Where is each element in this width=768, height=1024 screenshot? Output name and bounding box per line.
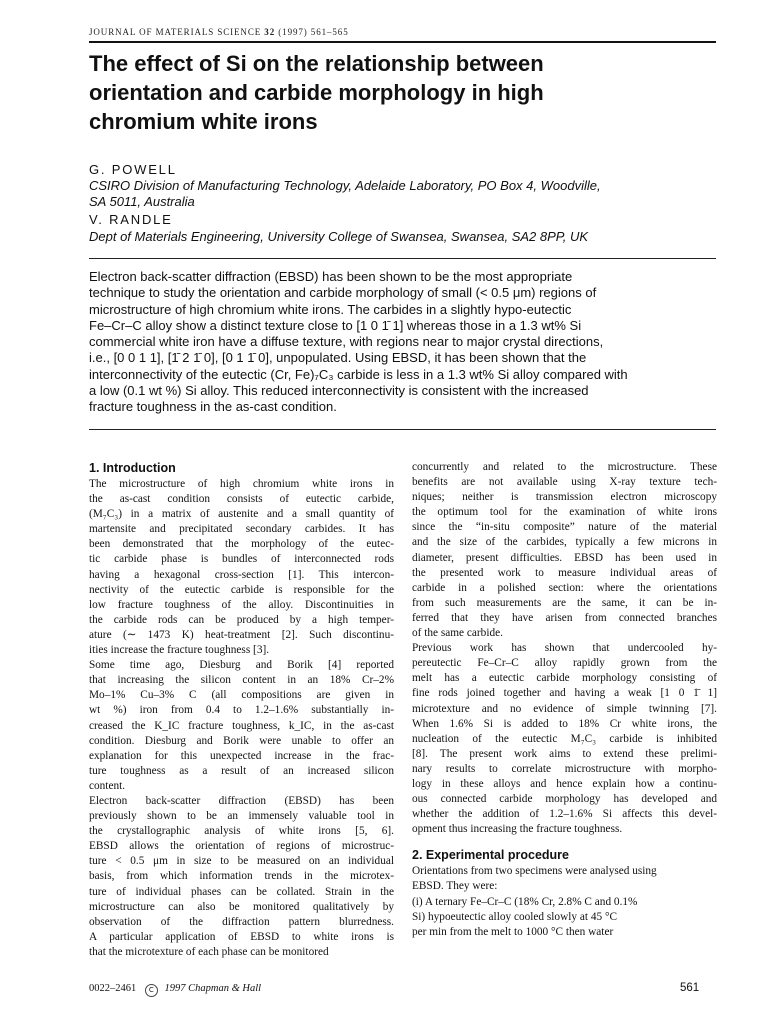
text-line: ities increase the fracture toughness [3].	[89, 644, 270, 657]
text-line: tic carbide phase is bundles of interconnected rods	[89, 553, 394, 566]
text-line: observation of the diffraction pattern blurredness.	[89, 915, 394, 928]
journal-year-pages: (1997) 561–565	[278, 27, 349, 37]
text-line: creased the K_IC fracture toughness, k_IC, in the as-cast	[89, 719, 394, 732]
section-heading-experimental: 2. Experimental procedure	[412, 848, 570, 863]
text-line: ture toughness as a result of an increased silicon	[89, 764, 394, 777]
abstract-line: interconnectivity of the eutectic (Cr, Fe)₇C₃ carbide is less in a 1.3 wt% Si alloy compared with	[89, 366, 628, 382]
text-line: logy in these alloys and hence explain how a continu-	[412, 777, 717, 790]
text-line: ture of individual phases can be collated. Strain in the	[89, 885, 394, 898]
text-line: fine rods joined together and having a weak [1 0 1̄ 1]	[412, 687, 717, 700]
text-line: benefits are not available using X-ray texture tech-	[412, 476, 717, 489]
text-line: niques; neither is transmission electron microscopy	[412, 491, 717, 504]
left-column	[89, 460, 394, 960]
text-line: nary results to correlate microstructure with morpho-	[412, 762, 717, 775]
abstract-line: fracture toughness in the as-cast condition.	[89, 399, 337, 415]
author-affiliation	[89, 178, 601, 210]
text-line: carbide in a polished section: where the orientations	[412, 581, 717, 594]
text-line: and the size of the carbides, typically a few microns in	[412, 536, 717, 549]
text-line: ferred that they have arisen from connected branches	[412, 611, 717, 624]
text-line: microtexture and no evidence of simple twinning [7].	[412, 702, 717, 715]
author-affiliation	[89, 229, 588, 245]
text-line: since the “in-situ composite” nature of the material	[412, 521, 717, 534]
text-line: Previous work has shown that undercooled hy-	[412, 642, 717, 655]
text-line: EBSD allows the orientation of regions of microstruc-	[89, 840, 394, 853]
text-line: Orientations from two specimens were analysed using	[412, 865, 657, 878]
abstract	[89, 269, 719, 416]
text-line: The microstructure of high chromium white irons in	[89, 478, 394, 490]
text-line: condition. Diesburg and Borik were unable to offer an	[89, 734, 394, 747]
abstract-line: Fe–Cr–C alloy show a distinct texture close to [1 0 1̄ 1] whereas those in a 1.3 wt% Si	[89, 317, 582, 333]
text-line: basis, from which information trends in the microtex-	[89, 870, 394, 883]
text-line: the crystallographic analysis of white irons [5, 6].	[89, 825, 394, 838]
text-line: been demonstrated that the morphology of the eutec-	[89, 538, 394, 551]
title-line: orientation and carbide morphology in high	[89, 80, 544, 105]
text-line: nectivity of the eutectic carbide is responsible for the	[89, 583, 394, 596]
left-column-text	[89, 477, 394, 960]
right-column	[412, 460, 717, 940]
abstract-line: microstructure of high chromium white irons. The carbides in a slightly hypo-eutectic	[89, 301, 572, 317]
abstract-line: a low (0.1 wt %) Si alloy. This reduced interconnectivity is consistent with the increased	[89, 383, 589, 399]
abstract-line: i.e., [0 0 1 1], [1̄ 2 1̄ 0], [0 1 1̄ 0], unpopulated. Using EBSD, it has been shown that the	[89, 350, 587, 366]
affiliation-line: Dept of Materials Engineering, University College of Swansea, Swansea, SA2 8PP, UK	[89, 229, 589, 244]
page-number: 561	[680, 982, 700, 994]
text-line: ture < 0.5 μm in size to be measured on an individual	[89, 855, 394, 868]
text-line: opment thus increasing the fracture toughness.	[412, 823, 623, 836]
text-line: from such measurements are the same, it can be in-	[412, 596, 717, 609]
text-line: the as-cast condition consists of eutectic carbide,	[89, 493, 394, 506]
text-line: microstructure can also be monitored qualitatively by	[89, 900, 394, 913]
text-line: low fracture toughness of the alloy. Discontinuities in	[89, 598, 394, 611]
abstract-top-rule	[89, 258, 716, 259]
section-heading-introduction: 1. Introduction	[89, 461, 176, 475]
text-line: melt has a eutectic carbide morphology consisting of	[412, 672, 717, 685]
text-line: diameter, present difficulties. EBSD has been used in	[412, 551, 717, 564]
abstract-line: commercial white iron have a diffuse texture, with regions near to major crystal directions,	[89, 334, 604, 350]
text-line: per min from the melt to 1000 °C then water	[412, 925, 614, 938]
text-line: nucleation of the eutectic M₇C₃ carbide is inhibited	[412, 732, 717, 745]
text-line: the presented work to measure individual areas of	[412, 566, 717, 579]
text-line: explanation for this unexpected increase in the frac-	[89, 749, 394, 762]
journal-name: JOURNAL OF MATERIALS SCIENCE	[89, 27, 262, 37]
title-line: chromium white irons	[89, 109, 318, 134]
affiliation-line: CSIRO Division of Manufacturing Technology, Adelaide Laboratory, PO Box 4, Woodville,	[89, 178, 601, 193]
issn: 0022–2461	[89, 983, 137, 994]
text-line: A particular application of EBSD to white irons is	[89, 930, 394, 943]
abstract-line: Electron back-scatter diffraction (EBSD) has been shown to be the most appropriate	[89, 269, 573, 284]
text-line: ous connected carbide morphology has developed and	[412, 793, 717, 806]
text-line: Si) hypoeutectic alloy cooled slowly at 45 °C	[412, 910, 617, 923]
text-line: of the same carbide.	[412, 627, 503, 640]
text-line: pereutectic Fe–Cr–C alloy rapidly grown from the	[412, 657, 717, 670]
text-line: content.	[89, 779, 126, 792]
copyright-icon: C	[145, 984, 158, 997]
abstract-bottom-rule	[89, 429, 716, 430]
article-title	[89, 49, 719, 136]
text-line: (i) A ternary Fe–Cr–C (18% Cr, 2.8% C and 0.1%	[412, 895, 638, 908]
text-line: the carbide rods can be produced by a high temper-	[89, 613, 394, 626]
publisher: 1997 Chapman & Hall	[164, 983, 262, 994]
text-line: martensite and precipitated secondary carbides. It has	[89, 523, 394, 536]
running-header	[89, 27, 349, 37]
text-line: that the microtexture of each phase can be monitored	[89, 945, 329, 958]
text-line: wt %) iron from 0.4 to 1.2–1.6% substantially in-	[89, 704, 394, 717]
text-line: concurrently and related to the microstructure. These	[412, 461, 717, 473]
journal-volume: 32	[264, 27, 276, 37]
text-line: previously shown to be an immensely valuable tool in	[89, 810, 394, 823]
affiliation-line: SA 5011, Australia	[89, 194, 195, 209]
text-line: having a hexagonal cross-section [1]. This intercon-	[89, 568, 394, 581]
header-rule	[89, 41, 716, 43]
text-line: When 1.6% Si is added to 18% Cr white irons, the	[412, 717, 717, 730]
text-line: whether the addition of 1.2–1.6% Si affects this devel-	[412, 808, 717, 821]
author-name: V. RANDLE	[89, 212, 173, 227]
text-line: Some time ago, Diesburg and Borik [4] reported	[89, 659, 394, 672]
text-line: Electron back-scatter diffraction (EBSD) has been	[89, 794, 394, 807]
text-line: that increasing the silicon content in an 18% Cr–2%	[89, 674, 394, 687]
footer-copyright	[89, 983, 261, 997]
text-line: (M₇C₃) in a matrix of austenite and a small quantity of	[89, 508, 394, 521]
right-column-text	[412, 864, 717, 939]
text-line: EBSD. They were:	[412, 880, 498, 893]
text-line: ature (∼ 1473 K) heat-treatment [2]. Such discontinu-	[89, 628, 394, 641]
abstract-line: technique to study the orientation and carbide morphology of small (< 0.5 μm) regions of	[89, 285, 597, 301]
text-line: Mo–1% Cu–3% C (all compositions are given in	[89, 689, 394, 702]
author-name: G. POWELL	[89, 162, 177, 177]
text-line: the optimum tool for the examination of white irons	[412, 506, 717, 519]
text-line: [8]. The present work aims to extend these prelimi-	[412, 747, 717, 760]
title-line: The effect of Si on the relationship between	[89, 51, 544, 76]
right-column-text	[412, 460, 717, 837]
